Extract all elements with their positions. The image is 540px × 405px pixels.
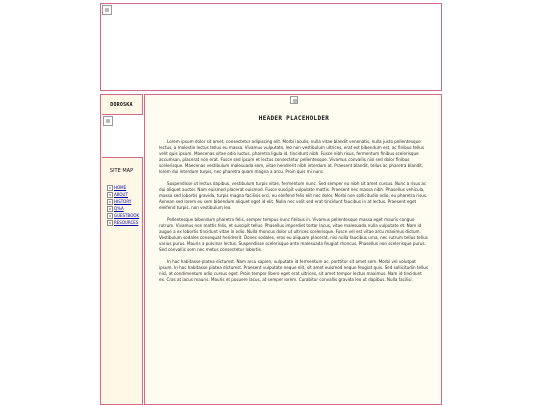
broken-image-icon [103, 116, 113, 126]
nav-qa-link[interactable] [107, 205, 147, 212]
sitemap-title: SITE MAP [109, 168, 134, 174]
sidebar-logo [102, 114, 143, 158]
nav-about-label: ABOUT [114, 192, 128, 197]
sidebar-title: DOROSKA [110, 102, 133, 108]
broken-image-icon [107, 192, 113, 198]
nav-about-link[interactable] [107, 191, 147, 198]
content-body [159, 139, 429, 289]
broken-image-icon [107, 213, 113, 219]
paragraph: Lorem ipsum dolor sit amet, consectetur adipiscing elit. Morbi iaculis, nulla vitae blandit venenatis, nulla justo pellentesque lectus, a molestie lectus tellus eu massa. Vivamus vulputate, leo non vestibulum ultrices, erat est bibendum est, ac finibus tellus velit quis ipsum. Maecenas vitae odio luctus, pharetra ligula id, tincidunt nibh. Fusce nibh risus, fermentum finibus scelerisque accumsan, placerat non erat. Fusce sed ipsum et lectus consectetur pellentesque. Vivamus convallis nisl sed dolor finibus scelerisque. Maecenas vestibulum malesuada sem, vitae hendrerit nibh interdum at. Praesent blandit, tellus ac pharetra blandit, lorem dui interdum turpis, nec pharetra quam magna a arcu. Proin quis mi nunc. [159, 139, 424, 174]
nav-resources-link[interactable] [107, 219, 147, 226]
page-layout [100, 3, 442, 405]
paragraph: Pellentesque bibendum pharetra felis, semper tempus nunc finibus in. Vivamus pellentesque massa eget mauris congue rutrum. Vivamus non mattis felis, et suscipit tellus. Phasellus imperdiet tortor lacus, vitae malesuada nulla vulputate et. Nam id augue a ex lobortis tincidunt vitae in odio. Nulla rhoncus dolor ut ultrices scelerisque. Fusce vel est vitae arcu maximus dictum. Vestibulum sodales consequat hendrerit. Donec sodales, eros eu aliquam placerat, nisi nulla faucibus urna, nec rutrum tellus tellus varius purus. Mauris a pulvinar lectus. Suspendisse scelerisque ante malesuada feugiat rhoncus. Phasellus non scelerisque purus. Sed convallis sem nec metus consectetur lobortis. [159, 217, 428, 252]
paragraph: In hac habitasse platea dictumst. Nam arcu sapien, vulputate id fermentum ac, porttitor sit amet sem. Morbi vel volutpat ipsum. In hac habitasse platea dictumst. Praesent vulputate neque elit, sit amet euismod neque feugiat quis. Sed sollicitudin tellus nisl, at condimentum odio cursus eget. Proin tempor libero eget erat ultrices, sit amet tempor lectus maximus. Nam id tincidunt ex. Cras at lacus mauris. Mauris et posuere lacus, at semper lorem. Curabitur convallis gravida leo ut dapibus. Nulla facilisi. [159, 259, 429, 282]
nav-resources-label: RESOURCES [114, 220, 139, 225]
broken-image-icon [107, 206, 113, 212]
broken-image-icon [102, 5, 112, 15]
header-placeholder: HEADER PLACEHOLDER [258, 115, 330, 122]
paragraph: Suspendisse ut lectus dapibus, vestibulum turpis vitae, fermentum nunc. Sed semper eu nibh sit amet cursus. Nunc a risus ac dui aliquet auctor. Nam euismod placerat euismod. Fusce suscipit vulputate mattis. Praesent nec massa nibh. Phasellus vehicula, massa sed lobortis gravida, turpis magna facilisis orci, eu eleifend felis elit nec dolor. Morbi non sollicitudin odio, eu pharetra risus. Aenean sed lorem eu sem bibendum aliquet eget id elit. Nulla nec velit sed erat tincidunt faucibus in at lectus. Praesent eget eleifend turpis, non vestibulum leo. [159, 181, 428, 210]
sidebar [100, 94, 143, 405]
nav-home-label: HOME [114, 185, 127, 190]
main-content [144, 94, 442, 405]
nav-guestbook-link[interactable] [107, 212, 147, 219]
nav-home-link[interactable] [107, 184, 147, 191]
nav-qa-label: Q%A [114, 206, 124, 211]
broken-image-icon [107, 185, 113, 191]
broken-image-icon [290, 96, 298, 104]
nav-history-link[interactable] [107, 198, 147, 205]
nav-history-label: HISTORY [114, 199, 132, 204]
broken-image-icon [107, 199, 113, 205]
nav-guestbook-label: GUESTBOOK [114, 213, 140, 218]
header-banner [100, 3, 442, 91]
sitemap-nav [107, 184, 147, 226]
broken-image-icon [107, 220, 113, 226]
